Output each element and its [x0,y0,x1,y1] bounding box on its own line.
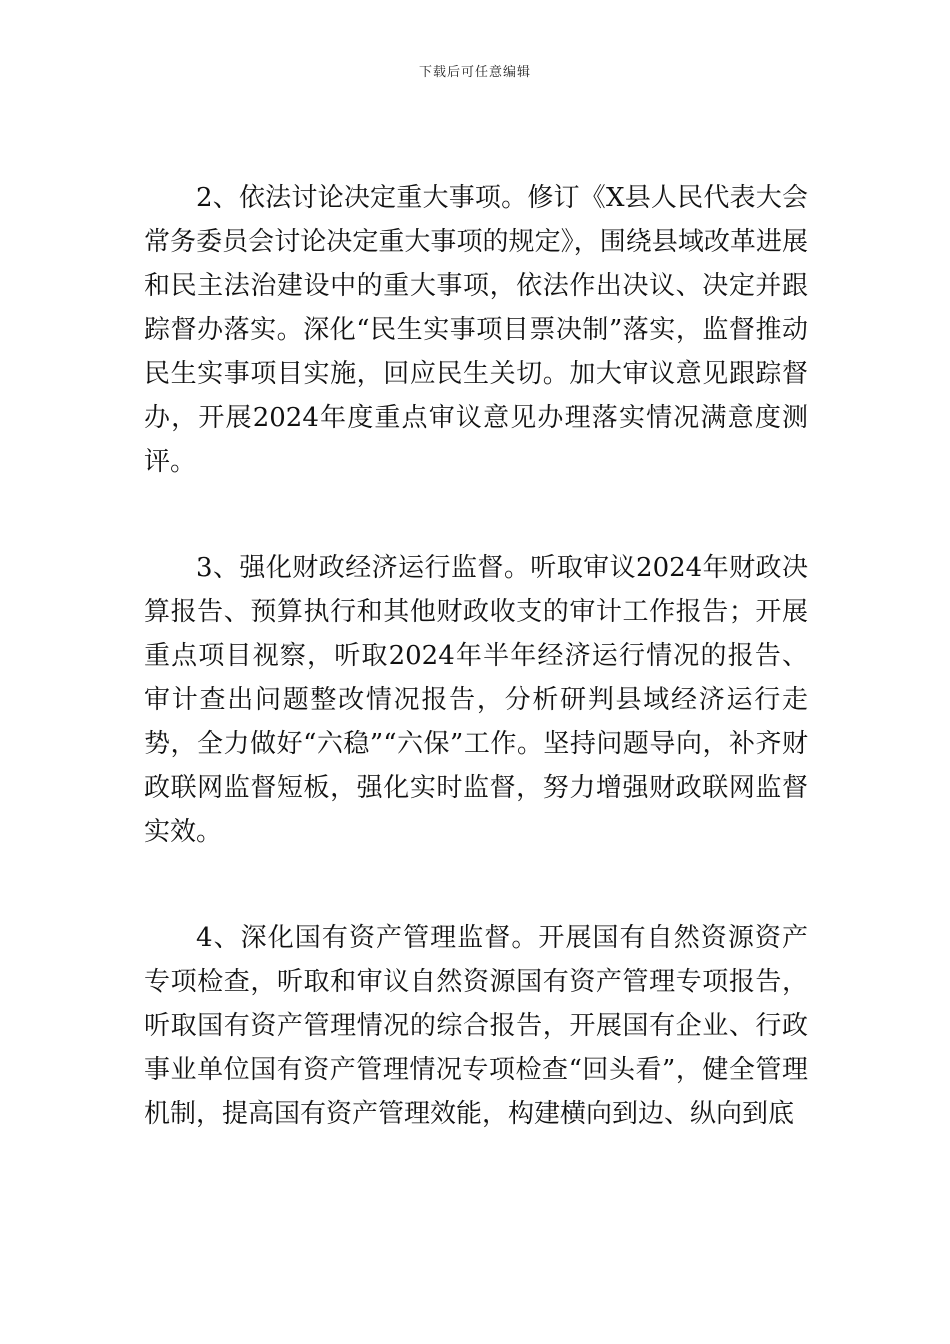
document-body [144,176,808,1136]
paragraph-item-2: 2、依法讨论决定重大事项。修订《X县人民代表大会常务委员会讨论决定重大事项的规定》，围绕县域改革进展和民主法治建设中的重大事项，依法作出决议、决定并跟踪督办落实。深化“民生实事项目票决制”落实，监督推动民生实事项目实施，回应民生关切。加大审议意见跟踪督办，开展2024年度重点审议意见办理落实情况满意度测评。 [144,183,808,477]
paragraph-item-4: 4、深化国有资产管理监督。开展国有自然资源资产专项检查，听取和审议自然资源国有资产管理专项报告，听取国有资产管理情况的综合报告，开展国有企业、行政事业单位国有资产管理情况专项检查“回头看”，健全管理机制，提高国有资产管理效能，构建横向到边、纵向到底 [144,923,808,1129]
page-header-note: 下载后可任意编辑 [418,65,531,80]
paragraph-item-3: 3、强化财政经济运行监督。听取审议2024年财政决算报告、预算执行和其他财政收支的审计工作报告；开展重点项目视察，听取2024年半年经济运行情况的报告、审计查出问题整改情况报告，分析研判县域经济运行走势，全力做好“六稳”“六保”工作。坚持问题导向，补齐财政联网监督短板，强化实时监督，努力增强财政联网监督实效。 [144,553,808,847]
